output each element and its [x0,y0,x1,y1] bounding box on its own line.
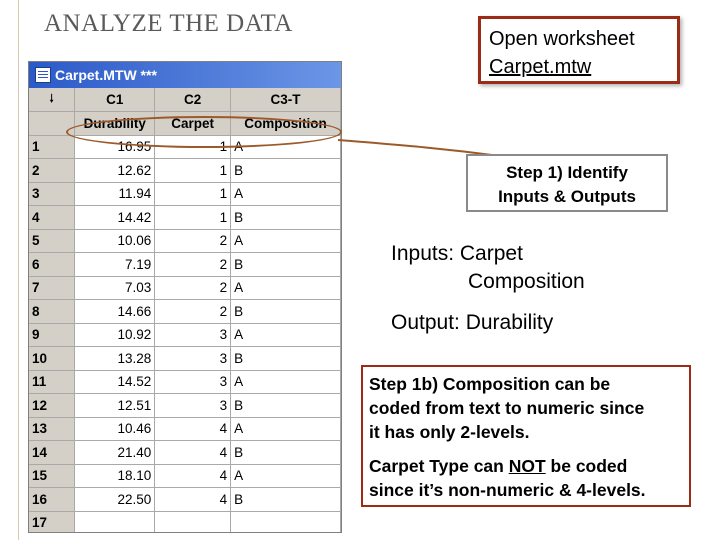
column-id-c3[interactable]: C3-T [231,88,341,112]
durability-cell[interactable]: 12.62 [75,159,155,183]
durability-cell[interactable]: 10.92 [75,323,155,347]
row-number[interactable]: 8 [29,300,75,324]
row-number[interactable]: 17 [29,511,75,533]
row-number[interactable]: 14 [29,441,75,465]
composition-cell[interactable]: A [231,182,341,206]
durability-cell[interactable]: 11.94 [75,182,155,206]
row-number[interactable]: 1 [29,135,75,159]
row-number[interactable]: 6 [29,253,75,277]
step1-line1: Step 1) Identify [506,163,628,182]
step1b-line3: it has only 2-levels. [369,422,530,442]
step1-line2: Inputs & Outputs [498,187,636,206]
row-number[interactable]: 15 [29,464,75,488]
inputs-line2: Composition [468,270,585,293]
composition-cell[interactable]: B [231,488,341,512]
step1b-line2: coded from text to numeric since [369,398,645,418]
step1b-callout [361,365,691,507]
column-id-c2[interactable]: C2 [155,88,231,112]
carpet-cell[interactable]: 4 [155,488,231,512]
carpet-cell[interactable]: 3 [155,394,231,418]
durability-cell[interactable]: 18.10 [75,464,155,488]
durability-cell[interactable]: 7.19 [75,253,155,277]
composition-cell[interactable]: A [231,370,341,394]
durability-cell[interactable]: 10.06 [75,229,155,253]
row-number[interactable]: 4 [29,206,75,230]
carpet-cell[interactable]: 2 [155,276,231,300]
durability-cell[interactable]: 7.03 [75,276,155,300]
durability-cell[interactable]: 14.52 [75,370,155,394]
durability-cell[interactable]: 16.95 [75,135,155,159]
durability-cell[interactable]: 22.50 [75,488,155,512]
inputs-line1: Inputs: Carpet [391,242,523,265]
open-worksheet-text: Open worksheet [489,28,635,50]
carpet-cell[interactable]: 1 [155,159,231,183]
step1b-post: be coded [545,456,628,476]
step1b-line4 [369,454,683,478]
composition-cell[interactable]: B [231,441,341,465]
step1b-not: NOT [508,456,546,476]
composition-cell[interactable]: A [231,276,341,300]
row-number[interactable]: 7 [29,276,75,300]
row-number[interactable]: 11 [29,370,75,394]
step1-callout [466,154,668,212]
row-number[interactable]: 10 [29,347,75,371]
durability-cell[interactable]: 10.46 [75,417,155,441]
composition-cell[interactable]: B [231,394,341,418]
carpet-cell[interactable]: 3 [155,347,231,371]
composition-cell[interactable]: B [231,206,341,230]
composition-cell[interactable]: B [231,253,341,277]
composition-cell[interactable]: A [231,323,341,347]
composition-cell[interactable]: A [231,464,341,488]
carpet-cell[interactable]: 2 [155,229,231,253]
row-number[interactable]: 2 [29,159,75,183]
composition-cell[interactable]: B [231,159,341,183]
carpet-cell[interactable]: 4 [155,441,231,465]
composition-cell[interactable]: A [231,135,341,159]
durability-cell[interactable]: 13.28 [75,347,155,371]
output-text: Output: Durability [391,311,554,334]
column-name-carpet[interactable]: Carpet [155,112,231,136]
open-worksheet-callout [478,16,680,84]
column-id-c1[interactable]: C1 [75,88,155,112]
worksheet-title: Carpet.MTW *** [55,67,157,83]
carpet-cell[interactable]: 1 [155,206,231,230]
carpet-cell[interactable]: 4 [155,417,231,441]
sort-arrow-icon[interactable]: 🠓 [29,88,75,112]
step1b-line5: since it’s non-numeric & 4-levels. [369,480,646,500]
row-number[interactable]: 3 [29,182,75,206]
row-number[interactable]: 5 [29,229,75,253]
composition-cell[interactable]: A [231,417,341,441]
durability-cell[interactable]: 14.42 [75,206,155,230]
composition-cell[interactable]: A [231,229,341,253]
column-name-durability[interactable]: Durability [75,112,155,136]
carpet-cell[interactable]: 3 [155,323,231,347]
slide-title: ANALYZE THE DATA [44,10,293,37]
durability-cell[interactable]: 14.66 [75,300,155,324]
step1b-pre: Carpet Type can [369,456,509,476]
carpet-cell[interactable]: 2 [155,300,231,324]
carpet-cell[interactable]: 3 [155,370,231,394]
row-number[interactable]: 12 [29,394,75,418]
row-number[interactable]: 13 [29,417,75,441]
inputs-text [391,240,585,296]
carpet-cell[interactable]: 2 [155,253,231,277]
column-name-composition[interactable]: Composition [231,112,341,136]
step1b-line1: Step 1b) Composition can be [369,374,611,394]
durability-cell[interactable]: 12.51 [75,394,155,418]
row-number[interactable]: 9 [29,323,75,347]
carpet-cell[interactable]: 1 [155,135,231,159]
durability-cell[interactable]: 21.40 [75,441,155,465]
carpet-cell[interactable]: 1 [155,182,231,206]
carpet-cell[interactable]: 4 [155,464,231,488]
composition-cell[interactable]: B [231,347,341,371]
composition-cell[interactable]: B [231,300,341,324]
row-number[interactable]: 16 [29,488,75,512]
worksheet-file-link[interactable]: Carpet.mtw [489,56,592,78]
